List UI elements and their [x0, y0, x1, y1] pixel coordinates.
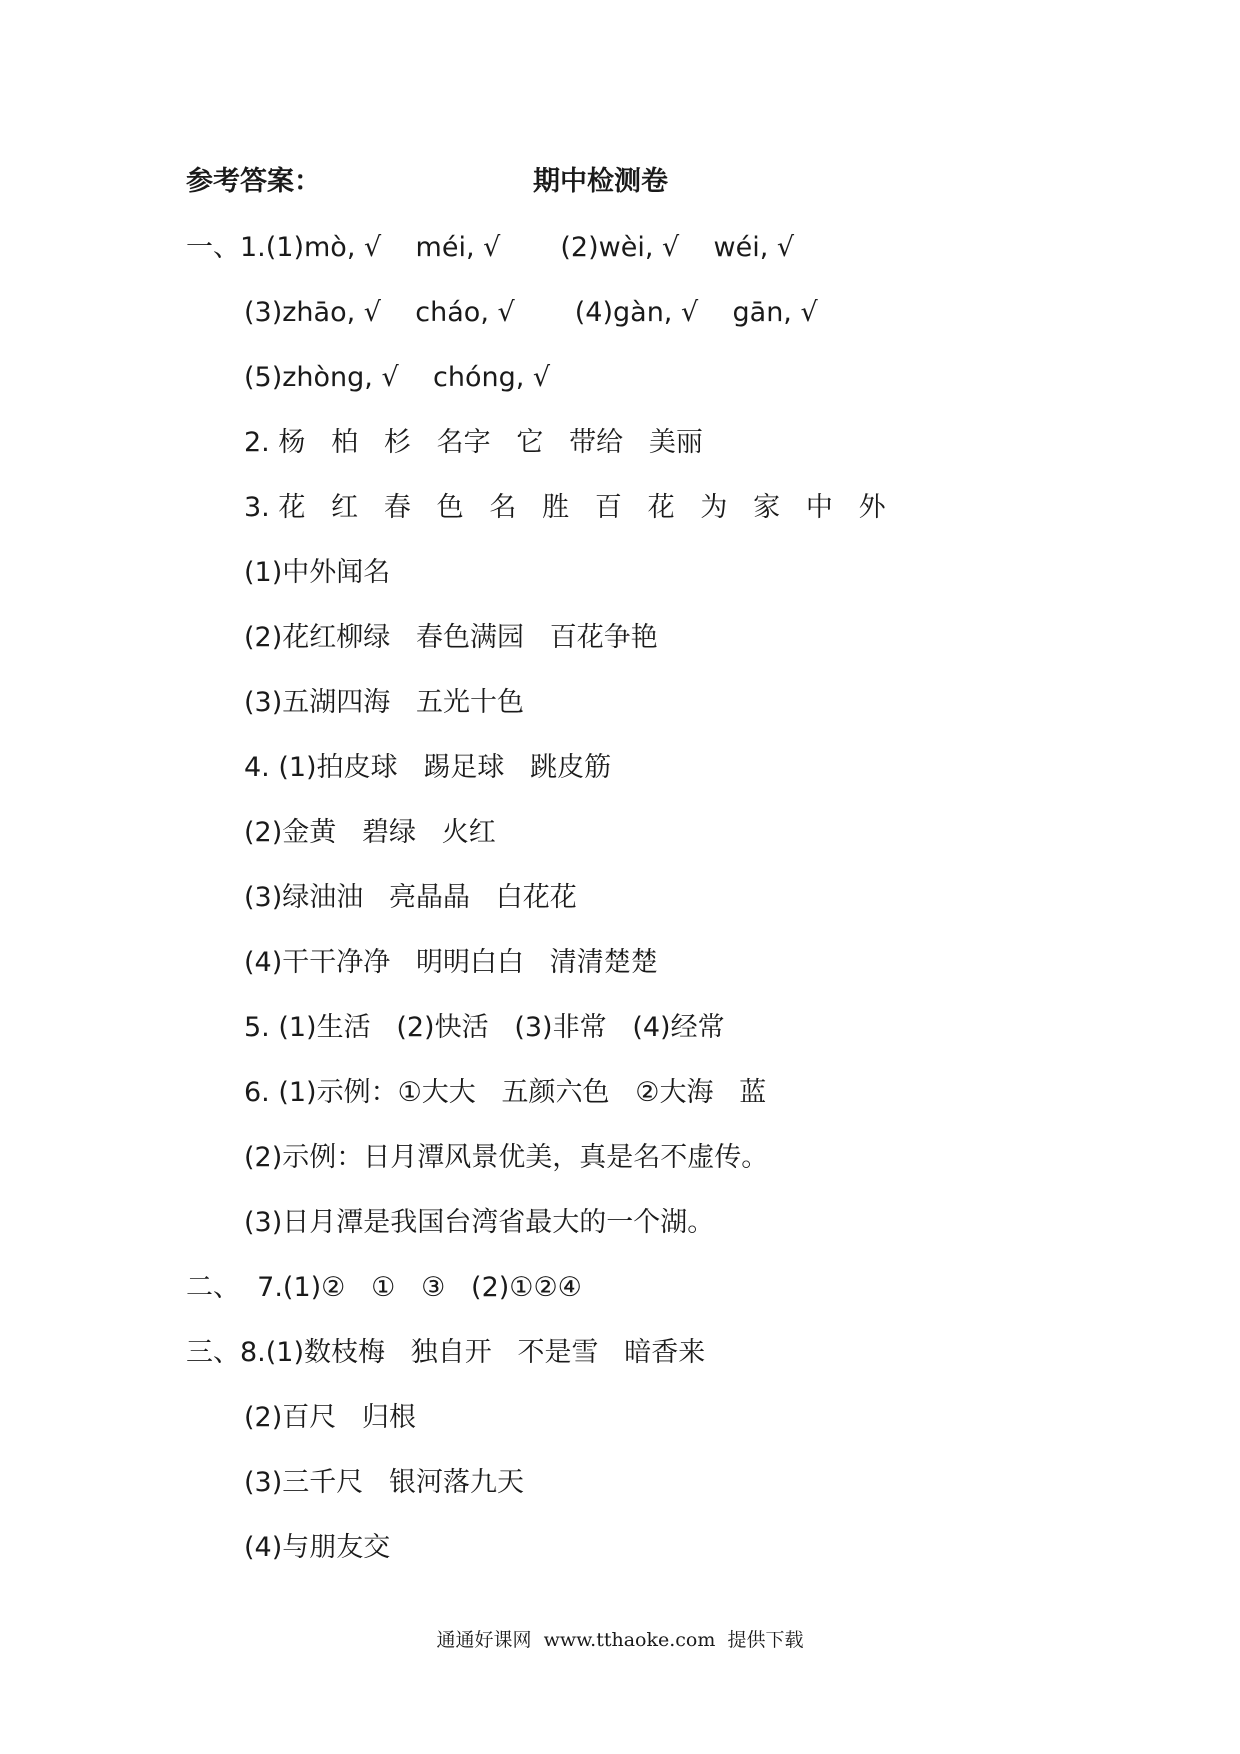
answer-line-4-4: (4)干干净净 明明白白 清清楚楚	[244, 947, 658, 978]
answer-line-5: 5. (1)生活 (2)快活 (3)非常 (4)经常	[244, 1012, 725, 1043]
answer-line-3-3: (3)五湖四海 五光十色	[244, 687, 524, 718]
answer-line-4-3: (3)绿油油 亮晶晶 白花花	[244, 882, 577, 913]
answer-line-3-2: (2)花红柳绿 春色满园 百花争艳	[244, 622, 658, 653]
answer-line-4-2: (2)金黄 碧绿 火红	[244, 817, 496, 848]
answer-line-8-4: (4)与朋友交	[244, 1532, 391, 1563]
answer-line-6-1: 6. (1)示例：①大大 五颜六色 ②大海 蓝	[244, 1077, 767, 1108]
answer-line-6-3: (3)日月潭是我国台湾省最大的一个湖。	[244, 1207, 715, 1238]
page-title: 期中检测卷	[533, 166, 668, 197]
answer-line-6-2: (2)示例：日月潭风景优美，真是名不虚传。	[244, 1142, 769, 1173]
answer-line-4-1: 4. (1)拍皮球 踢足球 跳皮筋	[244, 752, 612, 783]
answer-line-8-1: 三、8.(1)数枝梅 独自开 不是雪 暗香来	[186, 1337, 706, 1368]
answer-line-1-3: (3)zhāo, √ cháo, √ (4)gàn, √ gān, √	[244, 297, 818, 328]
answer-line-7: 二、 7.(1)② ① ③ (2)①②④	[186, 1272, 582, 1303]
answer-line-8-2: (2)百尺 归根	[244, 1402, 416, 1433]
footer-source: 通通好课网 www.tthaoke.com 提供下载	[436, 1629, 804, 1651]
answer-line-1-1: 一、1.(1)mò, √ méi, √ (2)wèi, √ wéi, √	[186, 232, 795, 263]
answer-line-3: 3. 花 红 春 色 名 胜 百 花 为 家 中 外	[244, 492, 886, 523]
answer-line-1-5: (5)zhòng, √ chóng, √	[244, 362, 551, 393]
answer-label: 参考答案：	[186, 166, 321, 197]
answer-line-8-3: (3)三千尺 银河落九天	[244, 1467, 524, 1498]
answer-line-3-1: (1)中外闻名	[244, 557, 391, 588]
answer-line-2: 2. 杨 柏 杉 名字 它 带给 美丽	[244, 427, 703, 458]
